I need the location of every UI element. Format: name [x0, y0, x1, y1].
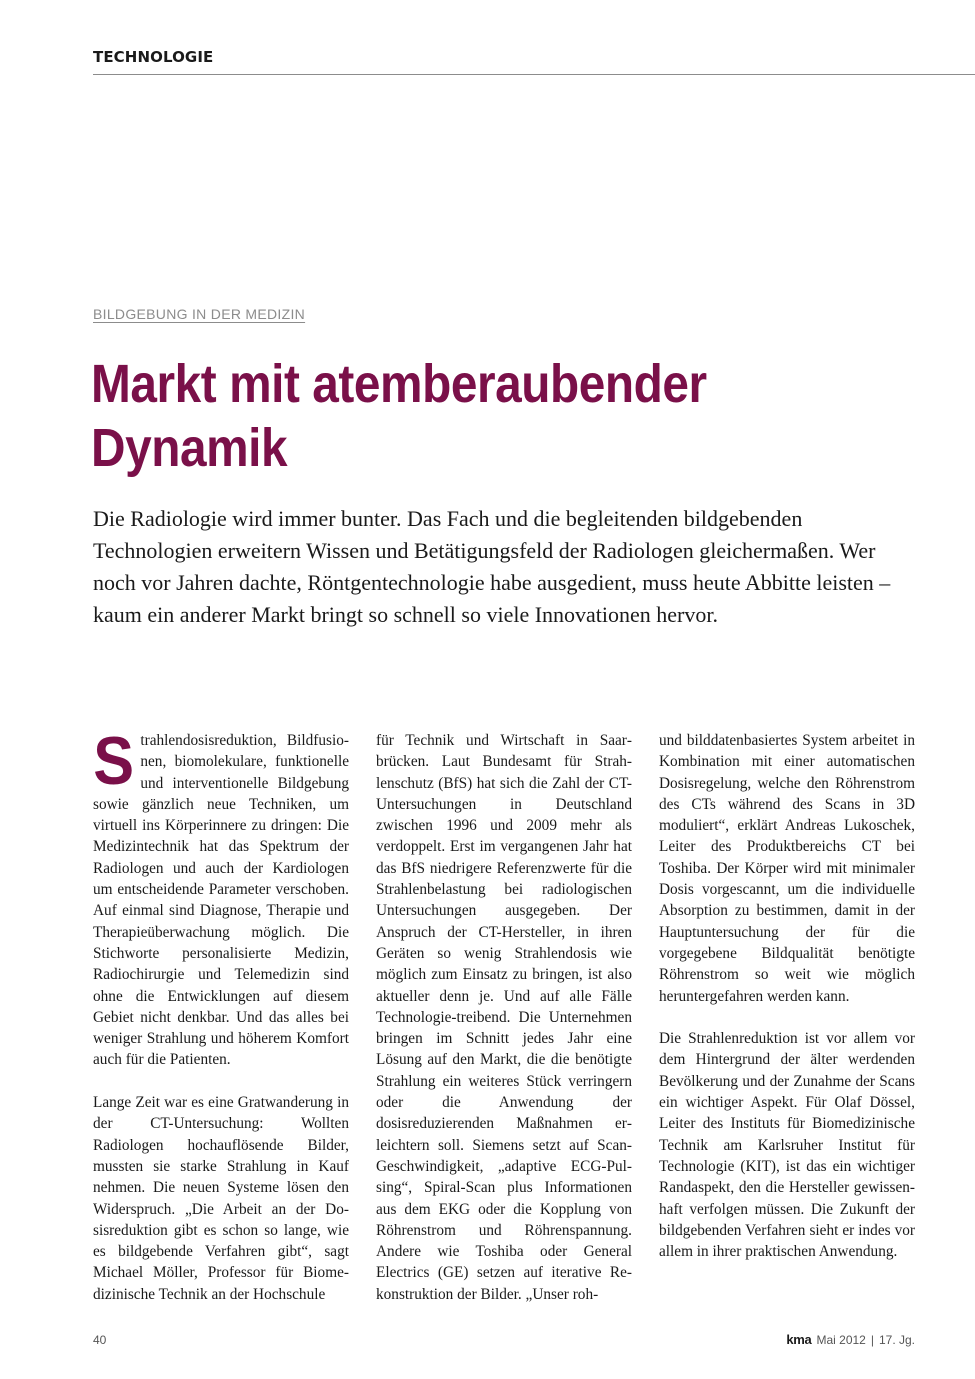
article-kicker: BILDGEBUNG IN DER MEDIZIN — [93, 306, 306, 322]
magazine-logo: kma — [786, 1332, 812, 1347]
article-lead: Die Radiologie wird immer bunter. Das Fach und die begleitenden bildgebenden Technologien erweitern Wissen und Betätigungsfeld der Radiologen gleichermaßen. Wer noch vor Jahren dachte, Röntgentechnologie habe ausgedient, muss heute Abbitte leisten – kaum ein anderer Markt bringt so schnell so viele Innovationen hervor. — [93, 506, 891, 627]
article-title-line-1: Markt mit atemberaubender — [91, 354, 707, 414]
paragraph: Die Strahlenreduktion ist vor allem vor dem Hintergrund der älter werdenden Bevölkerung und der Zunahme der Scans ein wichtiger Aspekt. Für Olaf Dössel, Leiter des Instituts für Biomedizinische Technik am Karlsruher Institut für Technologie (KIT), ist das ein wichtiger Randaspekt, den die Hersteller gewissenhaft verfolgen müssen. Die Zukunft der bildgebenden Verfahren sieht er indes vor allem in ihrer praktischen Anwendung. — [659, 1030, 915, 1261]
page-number: 40 — [93, 1333, 107, 1347]
footer-separator: | — [870, 1333, 874, 1347]
text-column-3 — [659, 730, 915, 1262]
article-title — [91, 352, 799, 480]
footer-imprint — [786, 1332, 915, 1347]
paragraph: Lange Zeit war es eine Gratwanderung in der CT-Untersuchung: Wollten Radiologen hochauflösende Bilder, mussten sie starke Strahlung in Kauf nehmen. Die neuen Systeme lösen den Widerspruch. „Die Arbeit an der Dosisreduktion gibt es schon so lange, wie es bildgebende Verfahren gibt“, sagt Michael Möller, Professor für Biomedizinische Technik an der Hochschule — [93, 1094, 349, 1303]
paragraph — [93, 723, 349, 1071]
paragraph: und bilddatenbasiertes System arbeitet in Kombination mit einer automatischen Dosisregelung, welche den Röhrenstrom des CTs während des Scans in 3D moduliert“, erklärt Andreas Lukoschek, Leiter des Produktbereichs CT bei Toshiba. Der Körper wird mit minimaler Dosis vorgescannt, um die individuelle Absorption zu bestimmen, damit in der Hauptuntersuchung der für die vorgegebene Bildqualität benötigte Röhrenstrom so weit wie möglich heruntergefahren werden kann. — [659, 732, 915, 1005]
issue-date: Mai 2012 — [816, 1333, 866, 1347]
drop-cap: S — [93, 723, 135, 799]
article-title-line-2: Dynamik — [91, 418, 288, 478]
header-rule — [93, 74, 975, 75]
text-column-2 — [376, 730, 632, 1305]
text-column-1 — [93, 723, 349, 1305]
paragraph-text: trahlendosisreduktion, Bildfusionen, biomolekulare, funktionelle und interventionelle Bildgebung sowie gänzlich neue Techniken, um virtuell ins Körperinnere zu dringen: Die Medizintechnik hat das Spektrum der Radiologen und auch der Kardiologen um entscheidende Parameter verschoben. Auf einmal sind Diagnose, Therapie und Therapieüberwachung möglich. Die Stichworte personalisierte Medizin, Radiochirurgie und Telemedizin sind ohne die Entwicklungen auf diesem Gebiet nicht denkbar. Und das alles bei weniger Strahlung und höherem Komfort auch für die Patienten. — [93, 732, 349, 1069]
paragraph: für Technik und Wirtschaft in Saarbrücken. Laut Bundesamt für Strahlenschutz (BfS) hat sich die Zahl der CT-Untersuchungen in Deutschland zwischen 1996 und 2009 mehr als verdoppelt. Erst im vergangenen Jahr hat das BfS niedrigere Referenzwerte für die Strahlenbelastung bei radiologischen Untersuchungen ausgegeben. Der Anspruch der CT-Hersteller, in ihren Geräten so wenig Strahlendosis wie möglich zum Einsatz zu bringen, ist also aktueller denn je. Und auf alle Fälle Technologie-treibend. Die Unternehmen bringen im Schnitt jedes Jahr eine Lösung auf den Markt, die die benötigte Strahlung ein weiteres Stück verringern oder die Anwendung der dosisreduzierenden Maßnahmen erleichtern soll. Siemens setzt auf Scan-Geschwindigkeit, „adaptive ECG-Pulsing“, Spiral-Scan plus Informationen aus dem EKG oder die Kopplung von Röhrenstrom und Röhrenspannung. Andere wie Toshiba oder General Electrics (GE) setzen auf iterative Rekonstruktion der Bilder. „Unser roh- — [376, 732, 632, 1303]
volume: 17. Jg. — [878, 1333, 915, 1347]
section-label: TECHNOLOGIE — [93, 48, 214, 66]
